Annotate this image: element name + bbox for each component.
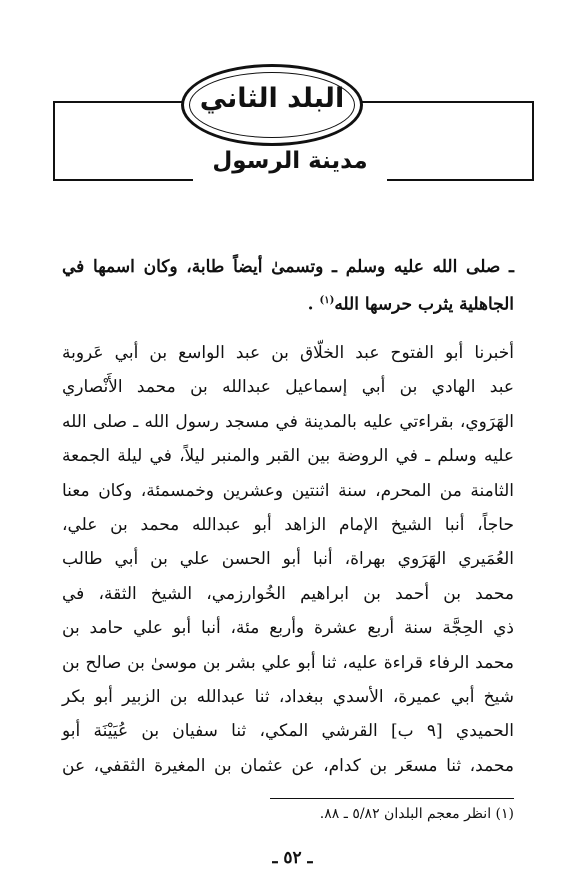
text-line: محمد الرفاء قراءة عليه، ثنا أبو علي بشر بن موسىٰ بن صالح بن xyxy=(62,652,514,673)
page-number: ـ ٥٢ ـ xyxy=(272,848,313,868)
text-line: محمد بن أحمد بن ابراهيم الخُوارزمي، الشيخ الثقة، في xyxy=(62,583,514,604)
intro-line-text: الجاهلية يثرب حرسها الله xyxy=(334,294,514,315)
footnote-marker: (١) xyxy=(319,295,335,306)
frame-line-top-right xyxy=(361,101,534,103)
city-title: مدينة الرسول xyxy=(190,148,390,176)
frame-line-bottom-right xyxy=(387,179,534,181)
footnote: (١) انظر معجم البلدان ٥/٨٢ ـ ٨٨. xyxy=(319,806,514,822)
text-line: العُمَيري الهَرَوي بهراة، أنبا أبو الحسن علي بن أبي طالب xyxy=(62,549,514,570)
text-line: ذي الحِجَّة سنة أربع عشرة وأربع مئة، أنبا أبو علي حامد بن xyxy=(62,618,514,639)
intro-line: ـ صلى الله عليه وسلم ـ وتسمىٰ أيضاً طابة، وكان اسمها في xyxy=(62,257,514,277)
text-line: أخبرنا أبو الفتوح عبد الخلّاق بن عبد الواسع بن أبي عَروبة xyxy=(62,343,514,363)
frame-line-left xyxy=(53,101,55,181)
chapter-title-ellipse xyxy=(181,64,363,146)
chapter-title: البلد الثاني xyxy=(199,83,345,114)
intro-paragraph xyxy=(62,250,514,322)
text-line: محمد، ثنا مسعَر بن كدام، عن عثمان بن المغيرة الثقفي، عن xyxy=(62,755,514,776)
text-line: شيخ أبي عميرة، الأسدي ببغداد، ثنا عبدالله بن الزبير أبو بكر xyxy=(62,687,514,708)
text-line: عليه وسلم ـ في الروضة بين القبر والمنبر ليلاً، في ليلة الجمعة xyxy=(62,446,514,467)
footnote-divider xyxy=(270,798,514,799)
text-line: الحميدي [٩ ب] القرشي المكي، ثنا سفيان بن عُيَيْنَة أبو xyxy=(62,721,514,742)
text-line: عبد الهادي بن أبي إسماعيل عبدالله بن محمد الأَنْصاري xyxy=(62,377,514,398)
text-line: الثامنة من المحرم، سنة اثنتين وعشرين وخمسمئة، وكان معنا xyxy=(62,480,514,501)
intro-line: الجاهلية يثرب حرسها الله$^{(١)}$ . xyxy=(307,294,514,315)
frame-line-bottom-left xyxy=(53,179,193,181)
text-line: حاجاً، أنبا الشيخ الإمام الزاهد أبو عبدالله محمد بن علي، xyxy=(62,515,514,536)
main-paragraph xyxy=(62,336,514,783)
frame-line-right xyxy=(532,101,534,181)
text-line: الهَرَوي، بقراءتي عليه بالمدينة في مسجد رسول الله ـ صلى الله xyxy=(62,411,514,432)
frame-line-top-left xyxy=(53,101,183,103)
